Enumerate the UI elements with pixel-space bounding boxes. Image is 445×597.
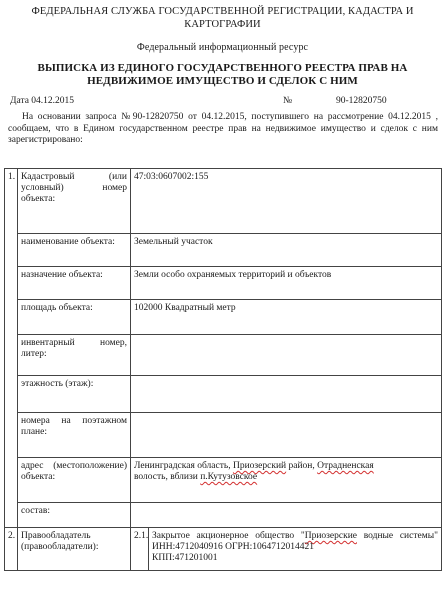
intro-paragraph: На основании запроса №90-12820750 от 04.12.2015, поступившего на рассмотрение 04.12.2015 , сообщаем, что в Едином государственном реестре прав на недвижимое имущество и сделок с ним зарегистрировано: bbox=[8, 112, 438, 145]
document-title-line1: ВЫПИСКА ИЗ ЕДИНОГО ГОСУДАРСТВЕННОГО РЕЕСТРА ПРАВ НА bbox=[37, 62, 408, 74]
object-area-value: 102000 Квадратный метр bbox=[131, 300, 442, 335]
table-row bbox=[5, 267, 442, 300]
floorplan-label: номера на поэтажном плане: bbox=[18, 413, 131, 458]
table-row bbox=[5, 234, 442, 267]
agency-name-line1: ФЕДЕРАЛЬНАЯ СЛУЖБА ГОСУДАРСТВЕННОЙ РЕГИСТРАЦИИ, КАДАСТРА И bbox=[31, 6, 414, 17]
table-row bbox=[5, 335, 442, 376]
table-row bbox=[5, 528, 442, 571]
floors-value bbox=[131, 376, 442, 413]
rightholder-value: Закрытое акционерное общество "Приозерские водные системы" ИНН:4712040916 ОГРН:1064712014421 КПП:471201001 bbox=[149, 528, 442, 571]
table-row bbox=[5, 376, 442, 413]
object-purpose-value: Земли особо охраняемых территорий и объектов bbox=[131, 267, 442, 300]
table-row bbox=[5, 300, 442, 335]
row-number: 2. bbox=[5, 528, 18, 571]
object-purpose-label: назначение объекта: bbox=[18, 267, 131, 300]
registry-table bbox=[4, 168, 442, 571]
table-row bbox=[5, 169, 442, 234]
cadastral-value: 47:03:0607002:155 bbox=[131, 169, 442, 234]
table-row bbox=[5, 413, 442, 458]
document-date: Дата 04.12.2015 bbox=[10, 96, 75, 106]
rightholder-subnumber: 2.1. bbox=[131, 528, 149, 571]
inventory-value bbox=[131, 335, 442, 376]
object-area-label: площадь объекта: bbox=[18, 300, 131, 335]
address-value: Ленинградская область, Приозерский район, Отрадненская волость, вблизи п.Кутузовское bbox=[131, 458, 442, 503]
object-name-label: наименование объекта: bbox=[18, 234, 131, 267]
document-title-line2: НЕДВИЖИМОЕ ИМУЩЕСТВО И СДЕЛОК С НИМ bbox=[87, 75, 358, 87]
composition-value bbox=[131, 503, 442, 528]
composition-label: состав: bbox=[18, 503, 131, 528]
table-row bbox=[5, 503, 442, 528]
agency-name-line2: КАРТОГРАФИИ bbox=[184, 19, 261, 30]
row-number: 1. bbox=[5, 169, 18, 528]
rightholder-label: Правообладатель (правообладатели): bbox=[18, 528, 131, 571]
floorplan-value bbox=[131, 413, 442, 458]
object-name-value: Земельный участок bbox=[131, 234, 442, 267]
address-label: адрес (местоположение) объекта: bbox=[18, 458, 131, 503]
document-number: 90-12820750 bbox=[336, 96, 387, 106]
number-sign: № bbox=[283, 96, 293, 106]
table-row bbox=[5, 458, 442, 503]
resource-caption: Федеральный информационный ресурс bbox=[136, 42, 309, 53]
inventory-label: инвентарный номер, литер: bbox=[18, 335, 131, 376]
floors-label: этажность (этаж): bbox=[18, 376, 131, 413]
cadastral-label: Кадастровый (или условный) номер объекта: bbox=[18, 169, 131, 234]
